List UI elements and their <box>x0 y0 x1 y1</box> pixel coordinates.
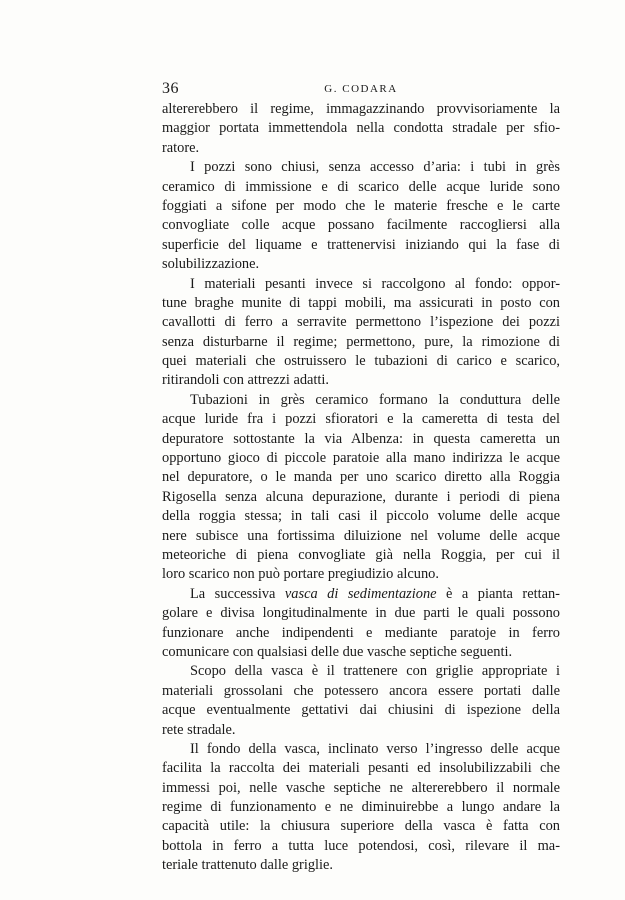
text-line: quei materiali che ostruissero le tubazioni di carico e scarico, <box>162 353 560 370</box>
text-line: cavallotti di ferro a serravite permettono l’ispezione dei pozzi <box>162 314 560 331</box>
paragraph <box>162 391 560 585</box>
text-line: immessi poi, nelle vasche septiche ne altererebbero il normale <box>162 779 560 796</box>
text-line: I pozzi sono chiusi, senza accesso d’aria: i tubi in grès <box>190 159 560 176</box>
text-line: ceramico di immissione e di scarico delle acque luride sono <box>162 178 560 195</box>
text-line: materiali grossolani che potessero ancora essere portati dalle <box>162 682 560 699</box>
italic-term: vasca di sedimentazione <box>284 585 437 602</box>
text-line: opportuno gioco di piccole paratoie alla mano indirizza le acque <box>162 450 560 467</box>
text-line: ritirandoli con attrezzi adatti. <box>162 372 330 389</box>
paragraph <box>162 275 560 391</box>
paragraph <box>162 662 560 740</box>
text-line: maggior portata immettendola nella condotta stradale per sfio- <box>162 120 560 137</box>
running-head-author: G. CODARA <box>324 83 398 95</box>
text-line: superficie del liquame e trattenervisi iniziando qui la fase di <box>162 236 560 253</box>
text-line: nel depuratore, o le manda per uno scarico diretto alla Roggia <box>162 469 560 486</box>
text-line: Tubazioni in grès ceramico formano la conduttura delle <box>190 391 560 408</box>
text-line: senza disturbarne il regime; permettono, pure, la rimozione di <box>162 333 560 350</box>
text-line: convogliate colle acque possano facilmente raccogliersi alla <box>162 217 560 234</box>
paragraph <box>162 740 560 876</box>
text-line: Il fondo della vasca, inclinato verso l’ingresso delle acque <box>190 740 560 757</box>
text-line: ratore. <box>162 139 200 156</box>
text-line: I materiali pesanti invece si raccolgono al fondo: oppor- <box>190 275 560 292</box>
text-line: funzionare anche indipendenti e mediante paratoje in ferro <box>162 624 560 641</box>
page-header <box>162 80 560 102</box>
text-line: solubilizzazione. <box>162 256 260 273</box>
text-line: regime di funzionamento e ne diminuirebbe a lungo andare la <box>162 799 560 816</box>
text-line: golare e divisa longitudinalmente in due parti le quali possono <box>162 605 560 622</box>
text-line <box>162 585 560 604</box>
text-line: capacità utile: la chiusura superiore della vasca è fatta con <box>162 818 560 835</box>
text-line: Scopo della vasca è il trattenere con griglie appropriate i <box>190 663 560 680</box>
paragraph <box>162 158 560 274</box>
body-text <box>162 100 560 876</box>
text-run: è a pianta rettan- <box>436 585 560 602</box>
page-number: 36 <box>162 80 179 97</box>
text-line: nere subisce una fortissima diluizione nel volume delle acque <box>162 527 560 544</box>
text-line: della roggia stessa; in tali casi il piccolo volume delle acque <box>162 508 560 525</box>
paragraph <box>162 100 560 158</box>
text-line: meteoriche di piena convogliate già nella Roggia, per cui il <box>162 546 560 563</box>
text-line: bottola in ferro a tutta luce potendosi, così, rilevare il ma- <box>162 837 560 854</box>
text-run: La successiva <box>190 585 285 602</box>
paragraph <box>162 585 560 663</box>
text-line: Rigosella senza alcuna depurazione, durante i periodi di piena <box>162 488 560 505</box>
text-line: comunicare con qualsiasi delle due vasche septiche seguenti. <box>162 643 513 660</box>
text-line: teriale trattenuto dalle griglie. <box>162 857 334 874</box>
text-line: rete stradale. <box>162 721 236 738</box>
text-line: altererebbero il regime, immagazzinando provvisoriamente la <box>162 101 560 117</box>
text-line: acque eventualmente gettativi dai chiusini di ispezione della <box>162 702 560 719</box>
text-line: loro scarico non può portare pregiudizio alcuno. <box>162 566 439 583</box>
text-line: acque luride fra i pozzi sfioratori e la cameretta di testa del <box>162 411 560 428</box>
text-line: tune braghe munite di tappi mobili, ma assicurati in posto con <box>162 294 560 311</box>
text-line: depuratore sottostante la via Albenza: in questa cameretta un <box>162 430 560 447</box>
text-line: foggiati a sifone per modo che le materie fresche e le carte <box>162 197 560 214</box>
text-line: facilita la raccolta dei materiali pesanti ed insolubilizzabili che <box>162 760 560 777</box>
